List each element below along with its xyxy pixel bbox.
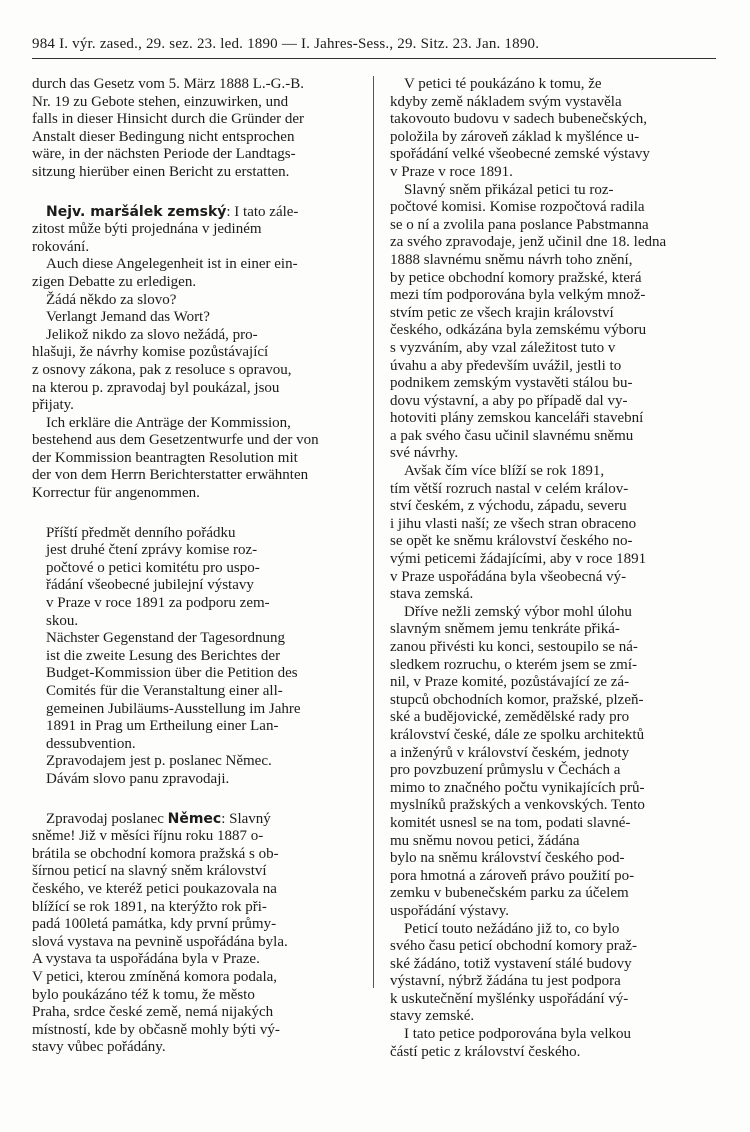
line-text: v Praze v roce 1891 za podporu zem- — [46, 595, 270, 612]
line-text: Ich erkläre die Anträge der Kommission, — [46, 414, 291, 431]
line-text: padá 100letá památka, kdy první průmy- — [32, 916, 277, 933]
text-line — [32, 415, 358, 433]
text-line — [32, 327, 358, 345]
line-text: pora hmotná a zároveň právo použití po- — [390, 867, 635, 884]
line-text: stavy zemské. — [390, 1008, 475, 1025]
line-text: místností, kde by občasně mohly býti vý- — [32, 1021, 280, 1038]
line-text: přijaty. — [32, 397, 74, 414]
line-text: blížící se rok 1891, na kterýžto rok při- — [32, 898, 267, 915]
line-text: wäre, in der nächsten Periode der Landtags- — [32, 146, 296, 163]
speaker-name: Nejv. maršálek zemský — [46, 203, 227, 220]
column-divider — [373, 76, 374, 988]
text-line — [390, 797, 716, 815]
line-text: Praha, srdce české země, nemá nijakých — [32, 1004, 274, 1021]
line-text: podnikem zemským vystavěti stálou bu- — [390, 375, 633, 392]
line-text: stava zemská. — [390, 586, 474, 603]
line-text: a inženýrů v království českém, jednoty — [390, 744, 630, 761]
line-text: vými peticemi žádajícími, aby v roce 1891 — [390, 551, 647, 568]
line-text: a pak svého času učinil slavnému sněmu — [390, 427, 634, 444]
text-line — [32, 951, 358, 969]
paragraph-gap — [32, 789, 358, 811]
line-text: slavným sněmem jemu tenkráte přiká- — [390, 621, 620, 638]
text-line — [390, 94, 716, 112]
text-line — [390, 305, 716, 323]
text-line — [390, 780, 716, 798]
text-line — [390, 199, 716, 217]
line-text: Avšak čím více blíží se rok 1891, — [404, 463, 605, 480]
line-text: řádání všeobecné jubilejní výstavy — [46, 577, 254, 594]
line-text: království české, dále ze spolku architektů — [390, 726, 645, 743]
session-info-german: I. Jahres-Sess., 29. Sitz. 23. Jan. 1890. — [300, 36, 540, 52]
line-text: komitét usnesl se na tom, podati slavné- — [390, 814, 631, 831]
text-line — [32, 129, 358, 147]
line-text: falls in dieser Hinsicht durch die Gründer der — [32, 111, 304, 128]
line-text: Nächster Gegenstand der Tagesordnung — [46, 630, 286, 647]
line-text: stavy vůbec pořádány. — [32, 1039, 166, 1056]
line-text: Dávám slovo panu zpravodaji. — [46, 770, 230, 787]
line-text: : I tato zále- — [226, 203, 299, 220]
page-header — [32, 36, 718, 53]
text-line — [32, 485, 358, 503]
text-line — [32, 221, 358, 239]
line-text: i jihu vlasti naší; ze všech stran obraceno — [390, 515, 637, 532]
text-line — [32, 450, 358, 468]
text-line — [32, 309, 358, 327]
text-line — [390, 498, 716, 516]
line-text: bylo poukázáno též k tomu, že město — [32, 986, 255, 1003]
text-line — [32, 648, 358, 666]
text-line — [32, 467, 358, 485]
text-line — [390, 111, 716, 129]
text-line — [32, 292, 358, 310]
speaker-prefix: Zpravodaj poslanec — [46, 810, 168, 827]
line-text: rokování. — [32, 238, 90, 255]
line-text: bestehend aus dem Gesetzentwurfe und der von — [32, 432, 319, 449]
text-line — [32, 1022, 358, 1040]
line-text: hotoviti plány zemskou kanceláři stavební — [390, 410, 644, 427]
line-text: Anstalt dieser Bedingung nicht entsprochen — [32, 128, 295, 145]
line-text: uspořádání výstavy. — [390, 902, 510, 919]
text-line — [32, 987, 358, 1005]
text-line — [32, 846, 358, 864]
text-line — [390, 885, 716, 903]
text-line — [32, 239, 358, 257]
line-text: Příští předmět denního pořádku — [46, 524, 236, 541]
line-text: v Praze uspořádána byla všeobecná vý- — [390, 568, 627, 585]
text-line — [32, 753, 358, 771]
line-text: sledkem rozruchu, o kterém jsem se zmí- — [390, 656, 638, 673]
text-line — [390, 833, 716, 851]
left-column — [32, 76, 358, 1057]
text-line — [32, 881, 358, 899]
text-line — [390, 76, 716, 94]
text-line — [390, 146, 716, 164]
text-line — [32, 863, 358, 881]
text-line — [32, 111, 358, 129]
line-text: zitost může býti projednána v jediném — [32, 221, 262, 238]
text-line — [32, 665, 358, 683]
text-line — [32, 432, 358, 450]
text-line — [390, 234, 716, 252]
text-line — [390, 991, 716, 1009]
text-line — [390, 375, 716, 393]
text-line — [390, 657, 716, 675]
line-text: s vyzváním, aby vzal záležitost tuto v — [390, 339, 616, 356]
text-line — [32, 683, 358, 701]
line-text: stupců obchodních komor, pražské, plzeň- — [390, 691, 644, 708]
text-line — [390, 921, 716, 939]
line-text: Verlangt Jemand das Wort? — [46, 309, 210, 326]
line-text: Slavný sněm přikázal petici tu roz- — [404, 181, 614, 198]
line-text: dessubvention. — [46, 735, 136, 752]
session-info-czech: I. výr. zased., 29. sez. 23. led. 1890 — [59, 36, 278, 52]
text-line — [390, 604, 716, 622]
text-line — [390, 410, 716, 428]
text-line — [390, 639, 716, 657]
text-line — [390, 1026, 716, 1044]
text-line — [390, 815, 716, 833]
text-line — [32, 577, 358, 595]
text-line — [32, 1039, 358, 1057]
line-text: stvím petic ze všech krajin království — [390, 304, 614, 321]
line-text: mu sněmu novou petici, žádána — [390, 832, 580, 849]
line-text: V petici, kterou zmíněná komora podala, — [32, 968, 278, 985]
right-column — [390, 76, 716, 1061]
text-line — [390, 1008, 716, 1026]
line-text: zigen Debatte zu erledigen. — [32, 273, 197, 290]
text-line — [390, 445, 716, 463]
text-line — [32, 525, 358, 543]
text-line — [390, 692, 716, 710]
line-text: mimo to značného počtu vynikajících prů- — [390, 779, 645, 796]
line-text: V petici té poukázáno k tomu, že — [404, 76, 602, 92]
line-text: brátila se obchodní komora pražská s ob- — [32, 845, 279, 862]
speaker-name: Němec — [167, 810, 222, 827]
header-dash: — — [281, 36, 298, 52]
line-text: počtové komisi. Komise rozpočtová radila — [390, 199, 645, 216]
text-line — [390, 270, 716, 288]
line-text: der Kommission beantragten Resolution mit — [32, 449, 298, 466]
line-text: bylo na sněmu království českého pod- — [390, 850, 625, 867]
text-line — [32, 256, 358, 274]
line-text: Zpravodajem jest p. poslanec Němec. — [46, 753, 272, 770]
line-text: spořádání velké všeobecné zemské výstavy — [390, 146, 650, 163]
line-text: Budget-Kommission über die Petition des — [46, 665, 298, 682]
line-text: výstavní, nýbrž žádána tu jest podpora — [390, 973, 621, 990]
line-text: ství českém, z východu, západu, severu — [390, 498, 627, 515]
text-line — [32, 969, 358, 987]
line-text: hlašuji, že návrhy komise pozůstávající — [32, 344, 269, 361]
line-text: I tato petice podporována byla velkou — [404, 1026, 632, 1043]
text-line — [390, 586, 716, 604]
line-text: pro povzbuzení průmyslu v Čechách a — [390, 762, 621, 779]
line-text: Dříve nežli zemský výbor mohl úlohu — [404, 603, 632, 620]
line-text: se o ní a zvolila pana poslance Pabstmanna — [390, 216, 649, 233]
line-text: šírnou peticí na slavný sněm království — [32, 863, 267, 880]
text-line — [32, 76, 358, 94]
text-line — [32, 362, 358, 380]
line-text: Nr. 19 zu Gebote stehen, einzuwirken, und — [32, 93, 289, 110]
line-text: ist die zweite Lesung des Berichtes der — [46, 647, 281, 664]
text-line — [32, 828, 358, 846]
text-line — [390, 1044, 716, 1062]
line-text: za svého zpravodaje, jenž učinil dne 18. ledna — [390, 234, 667, 251]
line-text: by petice obchodní komory pražské, která — [390, 269, 642, 286]
line-text: sitzung hierüber einen Bericht zu erstatten. — [32, 163, 290, 180]
line-text: položila by zároveň základ k myšlénce u- — [390, 128, 640, 145]
text-line — [390, 745, 716, 763]
text-line — [390, 956, 716, 974]
text-line — [32, 146, 358, 164]
text-line — [390, 164, 716, 182]
text-line — [32, 397, 358, 415]
text-line — [390, 358, 716, 376]
line-text: tím větší rozruch nastal v celém králov- — [390, 480, 629, 497]
line-text: Auch diese Angelegenheit ist in einer ein- — [46, 256, 298, 273]
text-line — [390, 516, 716, 534]
text-line — [32, 899, 358, 917]
header-rule — [32, 58, 716, 59]
text-line — [390, 481, 716, 499]
text-line — [32, 380, 358, 398]
line-text: nil, v Praze komité, pozůstávající ze zá- — [390, 674, 630, 691]
text-line — [390, 868, 716, 886]
text-line — [390, 762, 716, 780]
line-text: se opět ke sněmu království českého no- — [390, 533, 633, 550]
text-line — [390, 182, 716, 200]
line-text: ské a budějovické, zemědělské rady pro — [390, 709, 630, 726]
line-text: českého, ve kteréž petici poukazovala na — [32, 880, 277, 897]
text-line — [32, 344, 358, 362]
line-text: své návrhy. — [390, 445, 459, 462]
line-text: na kterou p. zpravodaj byl poukázal, jsou — [32, 379, 280, 396]
line-text: českého, odkázána byla zemskému výboru — [390, 322, 647, 339]
line-text: úvahu a aby především uvážil, jestli to — [390, 357, 622, 374]
text-line — [32, 916, 358, 934]
text-line — [390, 287, 716, 305]
line-text: kdyby země nákladem svým vystavěla — [390, 93, 622, 110]
line-text: 1888 slavnému sněmu návrh toho znění, — [390, 251, 633, 268]
line-text: durch das Gesetz vom 5. März 1888 L.-G.-B. — [32, 76, 305, 92]
text-line — [32, 164, 358, 182]
text-line — [32, 811, 358, 829]
line-text: jest druhé čtení zprávy komise roz- — [46, 542, 258, 559]
line-text: částí petic z království českého. — [390, 1043, 581, 1060]
text-line — [390, 129, 716, 147]
line-text: dovu výstavní, a aby po případě dal vy- — [390, 392, 628, 409]
text-line — [390, 340, 716, 358]
text-line — [32, 613, 358, 631]
text-line — [32, 771, 358, 789]
text-line — [32, 204, 358, 222]
line-text: Comités für die Veranstaltung einer all- — [46, 683, 283, 699]
text-line — [32, 630, 358, 648]
page-number: 984 — [32, 36, 56, 52]
text-line — [390, 252, 716, 270]
line-text: Peticí touto nežádáno již to, co bylo — [404, 920, 620, 937]
text-line — [390, 938, 716, 956]
text-line — [32, 1004, 358, 1022]
line-text: : Slavný — [221, 810, 271, 827]
text-line — [390, 463, 716, 481]
text-line — [390, 217, 716, 235]
text-line — [390, 551, 716, 569]
text-line — [390, 727, 716, 745]
paragraph-gap — [32, 182, 358, 204]
line-text: slová vystava na pevnině uspořádána byla. — [32, 933, 288, 950]
line-text: svého času peticí obchodní komory praž- — [390, 938, 638, 955]
line-text: ské žádáno, totiž vystavení stálé budovy — [390, 955, 632, 972]
text-line — [32, 94, 358, 112]
line-text: zanou přivésti ku konci, sestoupilo se ná- — [390, 639, 638, 655]
text-line — [390, 903, 716, 921]
text-line — [390, 428, 716, 446]
line-text: v Praze v roce 1891. — [390, 163, 513, 180]
text-line — [390, 850, 716, 868]
line-text: mezi tím podporována byla velkým množ- — [390, 287, 646, 304]
text-line — [390, 533, 716, 551]
line-text: 1891 in Prag um Ertheilung einer Lan- — [46, 718, 279, 735]
text-line — [390, 621, 716, 639]
text-line — [32, 718, 358, 736]
paragraph-gap — [32, 503, 358, 525]
text-line — [390, 674, 716, 692]
text-line — [32, 701, 358, 719]
text-line — [390, 322, 716, 340]
line-text: z osnovy zákona, pak z resoluce s opravou, — [32, 361, 292, 378]
text-line — [32, 736, 358, 754]
line-text: k uskutečnění myšlénky uspořádání vý- — [390, 990, 629, 1007]
line-text: myslníků pražských a venkovských. Tento — [390, 797, 645, 814]
text-line — [390, 393, 716, 411]
line-text: der von dem Herrn Berichterstatter erwähnten — [32, 467, 309, 484]
text-line — [32, 274, 358, 292]
line-text: takovouto budovu v sadech bubenečských, — [390, 111, 648, 128]
text-line — [32, 560, 358, 578]
text-line — [32, 542, 358, 560]
text-line — [390, 569, 716, 587]
text-line — [390, 973, 716, 991]
line-text: gemeinen Jubiläums-Ausstellung im Jahre — [46, 700, 301, 717]
text-line — [32, 595, 358, 613]
line-text: Korrectur für angenommen. — [32, 485, 200, 502]
text-line — [32, 934, 358, 952]
line-text: Jelikož nikdo za slovo nežádá, pro- — [46, 326, 258, 343]
line-text: zemku v bubenečském parku za účelem — [390, 885, 629, 902]
text-line — [390, 709, 716, 727]
line-text: počtové o petici komitétu pro uspo- — [46, 559, 260, 576]
line-text: A vystava ta uspořádána byla v Praze. — [32, 951, 260, 968]
line-text: skou. — [46, 612, 79, 629]
line-text: sněme! Již v měsíci říjnu roku 1887 o- — [32, 828, 264, 845]
line-text: Žádá někdo za slovo? — [46, 291, 177, 308]
